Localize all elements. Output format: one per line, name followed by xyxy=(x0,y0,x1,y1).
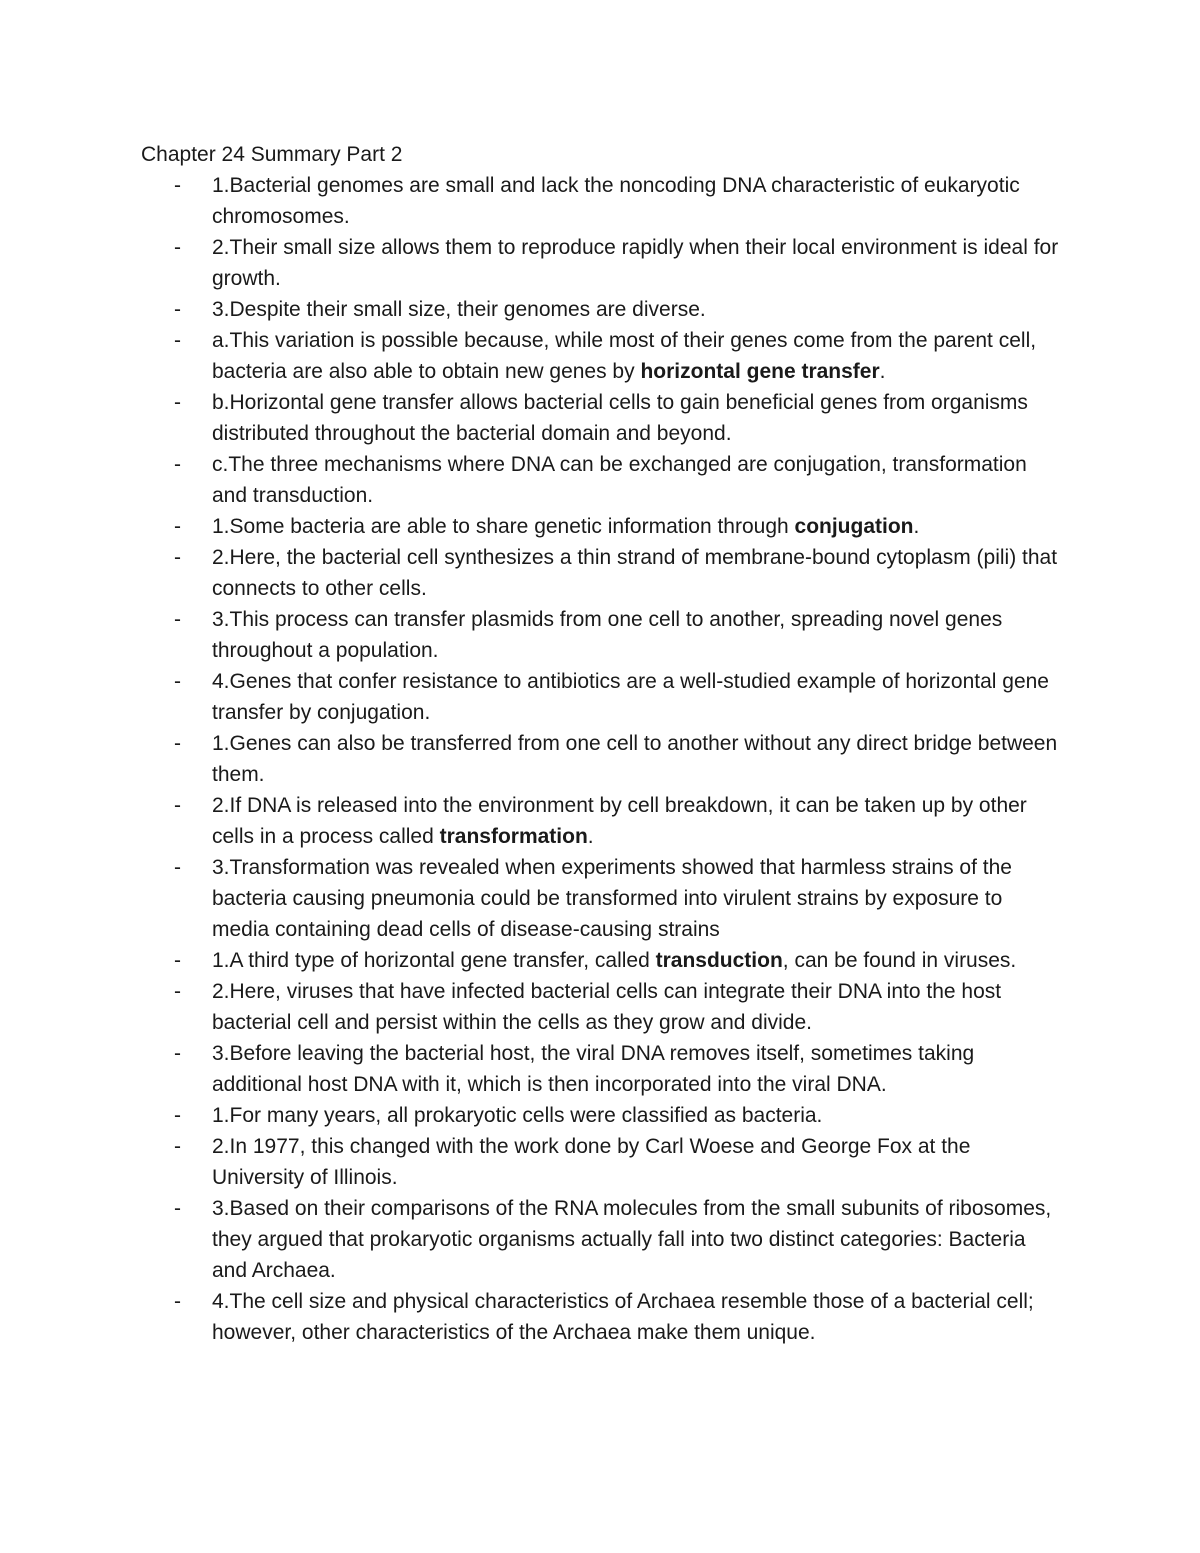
bullet-dash: - xyxy=(174,391,181,414)
text-run: 4.Genes that confer resistance to antibiotics are a well-studied example of horizontal gene transfer by conjugation. xyxy=(212,670,1049,724)
text-run: 1.For many years, all prokaryotic cells were classified as bacteria. xyxy=(212,1104,823,1127)
bullet-dash: - xyxy=(174,670,181,693)
list-item-text xyxy=(212,670,1049,724)
list-item-text xyxy=(212,391,1028,445)
list-item-text xyxy=(212,1135,970,1189)
bullet-dash: - xyxy=(174,1290,181,1313)
bold-term: horizontal gene transfer xyxy=(640,360,880,383)
list-item-text xyxy=(212,949,1016,972)
list-item xyxy=(0,449,1062,511)
bold-term: conjugation xyxy=(794,515,914,538)
summary-bullet-list xyxy=(0,170,1200,1348)
text-run: , can be found in viruses. xyxy=(782,949,1017,972)
list-item xyxy=(0,325,1062,387)
list-item-text xyxy=(212,1042,974,1096)
text-run: . xyxy=(913,515,920,538)
list-item xyxy=(0,542,1062,604)
list-item-text xyxy=(212,1290,1034,1344)
bullet-dash: - xyxy=(174,1135,181,1158)
bullet-dash: - xyxy=(174,174,181,197)
list-item xyxy=(0,790,1062,852)
list-item-text xyxy=(212,453,1027,507)
list-item-text xyxy=(212,1104,822,1127)
list-item xyxy=(0,511,1062,542)
list-item xyxy=(0,1131,1062,1193)
text-run: 1.Some bacteria are able to share genetic information through xyxy=(212,515,795,538)
text-run: 1.Genes can also be transferred from one cell to another without any direct bridge between them. xyxy=(212,732,1058,786)
list-item xyxy=(0,666,1062,728)
bullet-dash: - xyxy=(174,453,181,476)
bullet-dash: - xyxy=(174,980,181,1003)
text-run: 3.Despite their small size, their genomes are diverse. xyxy=(212,298,706,321)
text-run: a.This variation is possible because, while most of their genes come from the parent cell, bacteria are also able to obtain new genes by xyxy=(212,329,1037,383)
list-item xyxy=(0,1038,1062,1100)
list-item-text xyxy=(212,980,1001,1034)
text-run: 3.This process can transfer plasmids from one cell to another, spreading novel genes throughout a population. xyxy=(212,608,1003,662)
list-item-text xyxy=(212,515,919,538)
bullet-dash: - xyxy=(174,515,181,538)
list-item-text xyxy=(212,794,1027,848)
text-run: 1.A third type of horizontal gene transfer, called xyxy=(212,949,656,972)
list-item xyxy=(0,1286,1062,1348)
list-item xyxy=(0,604,1062,666)
text-run: 3.Transformation was revealed when experiments showed that harmless strains of the bacteria causing pneumonia could be transformed into virulent strains by exposure to media containing dead cells of disease-causing strains xyxy=(212,856,1012,941)
list-item xyxy=(0,945,1062,976)
bullet-dash: - xyxy=(174,236,181,259)
list-item-text xyxy=(212,236,1058,290)
bullet-dash: - xyxy=(174,546,181,569)
list-item-text xyxy=(212,546,1057,600)
bullet-dash: - xyxy=(174,732,181,755)
list-item xyxy=(0,1100,1062,1131)
list-item-text xyxy=(212,329,1036,383)
text-run: . xyxy=(879,360,886,383)
list-item xyxy=(0,170,1062,232)
bullet-dash: - xyxy=(174,949,181,972)
list-item xyxy=(0,387,1062,449)
text-run: 2.Here, the bacterial cell synthesizes a thin strand of membrane-bound cytoplasm (pili) that connects to other cells. xyxy=(212,546,1058,600)
list-item-text xyxy=(212,856,1012,941)
text-run: 2.In 1977, this changed with the work done by Carl Woese and George Fox at the University of Illinois. xyxy=(212,1135,971,1189)
bullet-dash: - xyxy=(174,794,181,817)
bullet-dash: - xyxy=(174,1042,181,1065)
list-item-text xyxy=(212,298,706,321)
text-run: 2.If DNA is released into the environment by cell breakdown, it can be taken up by other cells in a process called xyxy=(212,794,1027,848)
list-item-text xyxy=(212,174,1020,228)
list-item xyxy=(0,976,1062,1038)
list-item-text xyxy=(212,1197,1051,1282)
text-run: 3.Based on their comparisons of the RNA molecules from the small subunits of ribosomes, they argued that prokaryotic organisms actually fall into two distinct categories: Bacteria and Archaea. xyxy=(212,1197,1052,1282)
bullet-dash: - xyxy=(174,298,181,321)
list-item xyxy=(0,728,1062,790)
bullet-dash: - xyxy=(174,608,181,631)
page-title: Chapter 24 Summary Part 2 xyxy=(141,143,403,166)
list-item xyxy=(0,1193,1062,1286)
text-run: b.Horizontal gene transfer allows bacterial cells to gain beneficial genes from organisms distributed throughout the bacterial domain and beyond. xyxy=(212,391,1028,445)
text-run: 1.Bacterial genomes are small and lack the noncoding DNA characteristic of eukaryotic chromosomes. xyxy=(212,174,1020,228)
bullet-dash: - xyxy=(174,329,181,352)
list-item xyxy=(0,294,1062,325)
list-item-text xyxy=(212,608,1002,662)
text-run: 2.Their small size allows them to reproduce rapidly when their local environment is ideal for growth. xyxy=(212,236,1059,290)
list-item xyxy=(0,852,1062,945)
list-item-text xyxy=(212,732,1057,786)
bold-term: transduction xyxy=(655,949,783,972)
text-run: c.The three mechanisms where DNA can be exchanged are conjugation, transformation and transduction. xyxy=(212,453,1027,507)
bullet-dash: - xyxy=(174,1197,181,1220)
list-item xyxy=(0,232,1062,294)
bullet-dash: - xyxy=(174,1104,181,1127)
text-run: 3.Before leaving the bacterial host, the viral DNA removes itself, sometimes taking additional host DNA with it, which is then incorporated into the viral DNA. xyxy=(212,1042,975,1096)
text-run: 2.Here, viruses that have infected bacterial cells can integrate their DNA into the host bacterial cell and persist within the cells as they grow and divide. xyxy=(212,980,1002,1034)
text-run: 4.The cell size and physical characteristics of Archaea resemble those of a bacterial cell; however, other characteristics of the Archaea make them unique. xyxy=(212,1290,1034,1344)
bold-term: transformation xyxy=(439,825,588,848)
text-run: . xyxy=(587,825,594,848)
bullet-dash: - xyxy=(174,856,181,879)
